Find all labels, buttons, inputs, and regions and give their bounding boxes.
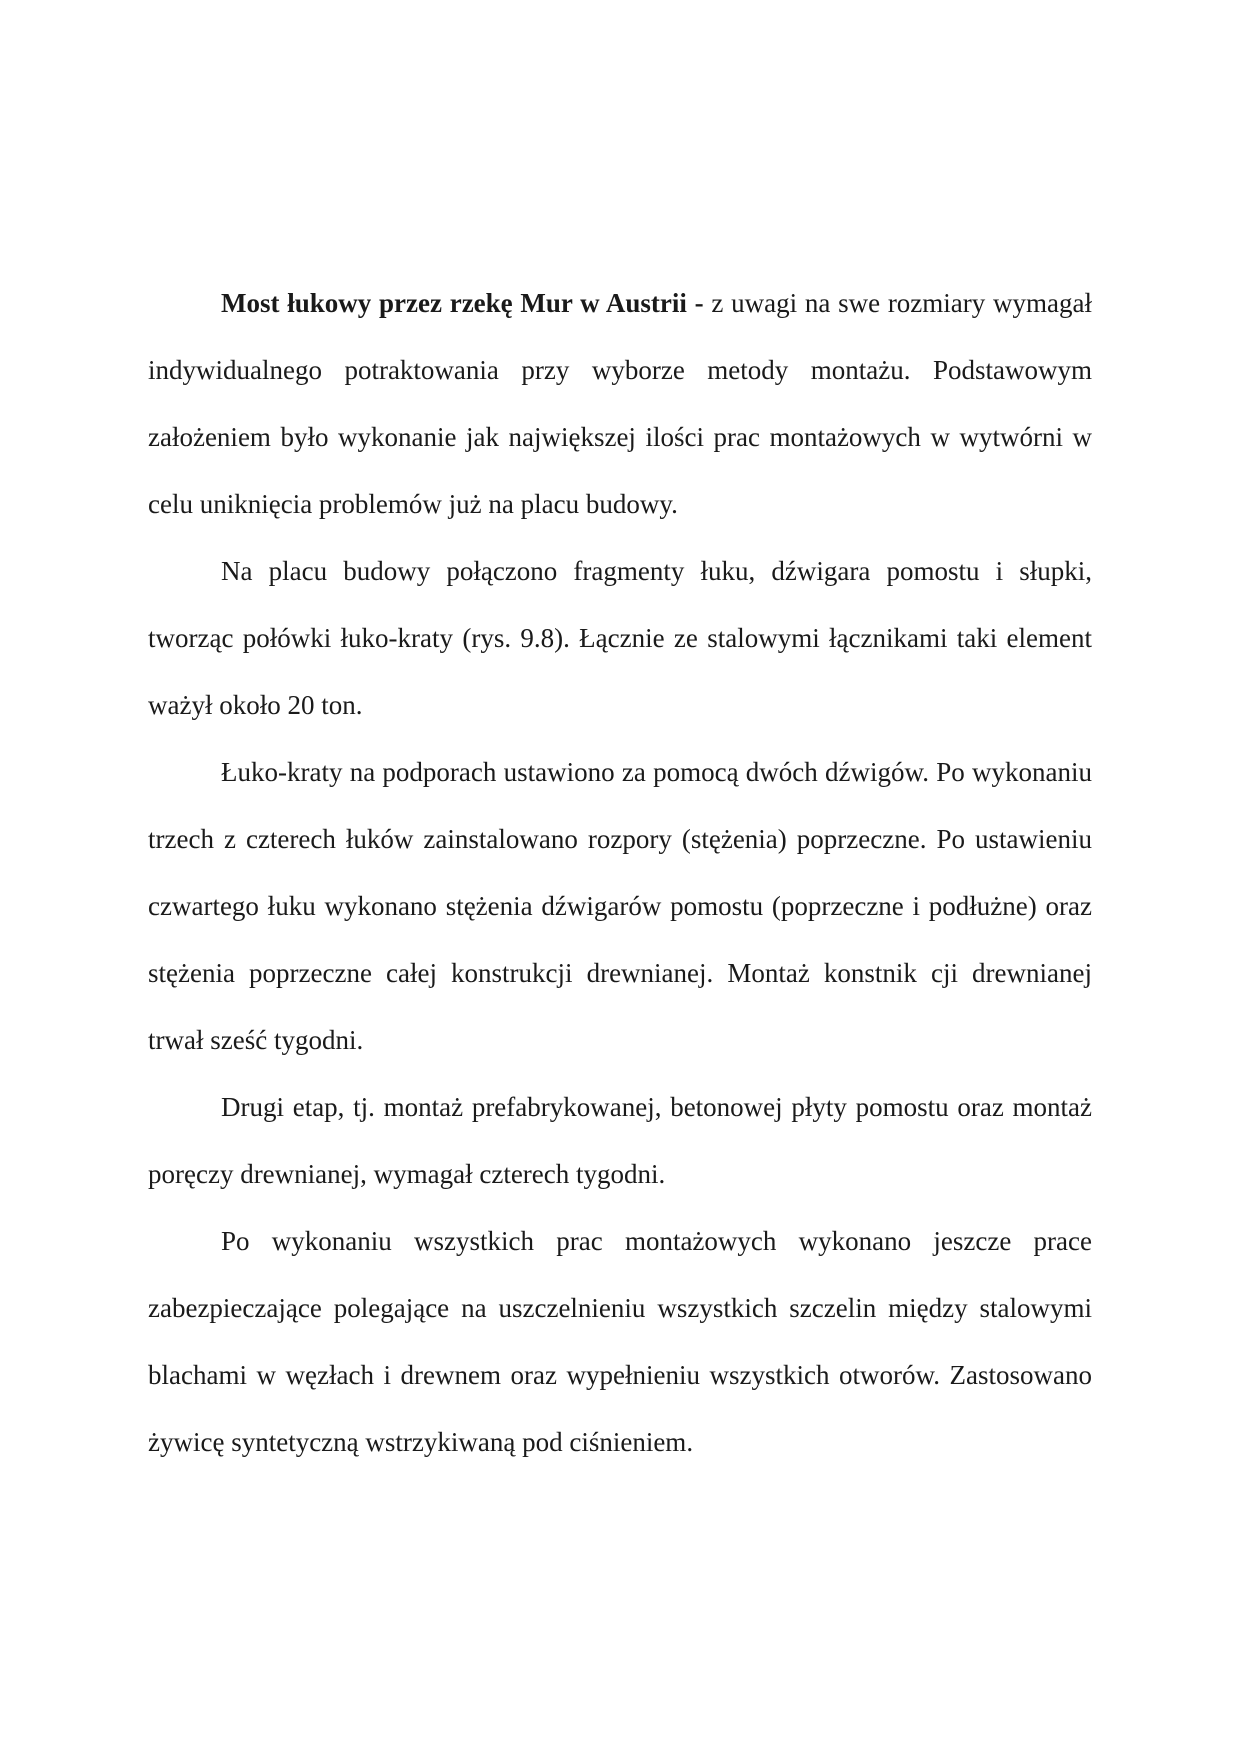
paragraph-2-text: Na placu budowy połączono fragmenty łuku, dźwigara pomostu i słupki, tworząc połówki łuko-kraty (rys. 9.8). Łącznie ze stalowymi łącznikami taki element ważył około 20 ton. [148,556,1092,720]
document-body [148,270,1092,1476]
paragraph-5 [148,1208,1092,1476]
paragraph-5-text: Po wykonaniu wszystkich prac montażowych wykonano jeszcze prace zabezpieczające polegające na uszczelnieniu wszystkich szczelin między stalowymi blachami w węzłach i drewnem oraz wypełnieniu wszystkich otworów. Zastosowano żywicę syntetyczną wstrzykiwaną pod ciśnieniem. [148,1226,1092,1457]
paragraph-4-text: Drugi etap, tj. montaż prefabrykowanej, betonowej płyty pomostu oraz montaż poręczy drewnianej, wymagał czterech tygodni. [148,1092,1092,1189]
paragraph-3 [148,739,1092,1074]
paragraph-1 [148,270,1092,538]
paragraph-3-text: Łuko-kraty na podporach ustawiono za pomocą dwóch dźwigów. Po wykonaniu trzech z czterech łuków zainstalowano rozpory (stężenia) poprzeczne. Po ustawieniu czwartego łuku wykonano stężenia dźwigarów pomostu (poprzeczne i podłużne) oraz stężenia poprzeczne całej konstrukcji drewnianej. Montaż konstnik cji drewnianej trwał sześć tygodni. [148,757,1092,1055]
paragraph-4 [148,1074,1092,1208]
paragraph-2 [148,538,1092,739]
paragraph-1-lead: Most łukowy przez rzekę Mur w Austrii - [221,288,704,318]
paragraph-1-text: z uwagi na swe rozmiary wymagał indywidualnego potraktowania przy wyborze metody montażu. Podstawowym założeniem było wykonanie jak największej ilości prac montażowych w wytwórni w celu uniknięcia problemów już na placu budowy. [148,288,1092,519]
